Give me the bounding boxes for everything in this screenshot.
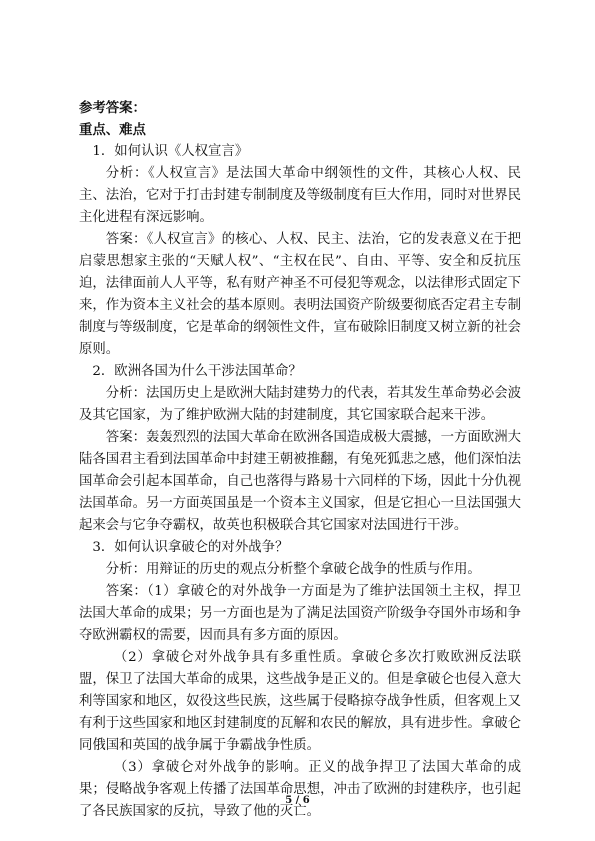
analysis-1: 分析：《人权宣言》是法国大革命中纲领性的文件，其核心人权、民主、法治，它对于打击封建专制制度及等级制度有巨大作用，同时对世界民主化进程有深远影响。 xyxy=(79,166,521,225)
answer-1: 答案：《人权宣言》的核心、人权、民主、法治，它的发表意义在于把启蒙思想家主张的“天赋人权”、“主权在民”、自由、平等、安全和反抗压迫，法律面前人人平等，私有财产神圣不可侵犯等观念，以法律形式固定下来，作为资本主义社会的基本原则。表明法国资产阶级要彻底否定君主专制制度与等级制度，它是革命的纲领性文件，宣布破除旧制度又树立新的社会原则。 xyxy=(79,232,521,357)
answer-title: 参考答案： xyxy=(79,100,146,116)
analysis-3: 分析：用辩证的历史的观点分析整个拿破仑战争的性质与作用。 xyxy=(105,562,481,577)
answer-3-part-1: 答案：（1）拿破仑的对外战争一方面是为了维护法国领土主权，捍卫法国大革命的成果；另一方面也是为了满足法国资产阶级争夺国外市场和争夺欧洲霸权的需要，因而具有多方面的原因。 xyxy=(79,584,521,643)
section-title: 重点、难点 xyxy=(79,122,146,138)
page-content xyxy=(79,97,521,823)
question-3: 3．如何认识拿破仑的对外战争？ xyxy=(92,540,289,555)
answer-2: 答案：轰轰烈烈的法国大革命在欧洲各国造成极大震撼，一方面欧洲大陆各国君主看到法国革命中封建王朝被推翻，有兔死狐悲之感，他们深怕法国革命会引起本国革命，自己也落得与路易十六同样的下场，因此十分仇视法国革命。另一方面英国虽是一个资本主义国家，但是它担心一旦法国强大起来会与它争夺霸权，故英也积极联合其它国家对法国进行干涉。 xyxy=(79,430,521,533)
question-2: 2．欧洲各国为什么干涉法国革命？ xyxy=(92,364,302,379)
answer-3-part-3: （3）拿破仑对外战争的影响。正义的战争捍卫了法国大革命的成果；侵略战争客观上传播了法国革命思想，冲击了欧洲的封建秩序，也引起了各民族国家的反抗，导致了他的灭亡。 xyxy=(79,760,521,819)
analysis-2: 分析：法国历史上是欧洲大陆封建势力的代表，若其发生革命势必会波及其它国家，为了维护欧洲大陆的封建制度，其它国家联合起来干涉。 xyxy=(79,386,521,423)
answer-3-part-2: （2）拿破仑对外战争具有多重性质。拿破仑多次打败欧洲反法联盟，保卫了法国大革命的成果，这些战争是正义的。但是拿破仑也侵入意大利等国家和地区，奴役这些民族，这些属于侵略掠夺战争性质，但客观上又有利于这些国家和地区封建制度的瓦解和农民的解放，具有进步性。拿破仑同俄国和英国的战争属于争霸战争性质。 xyxy=(79,650,521,753)
page-number: 5 / 6 xyxy=(285,795,310,806)
question-1: 1．如何认识《人权宣言》 xyxy=(92,144,249,159)
